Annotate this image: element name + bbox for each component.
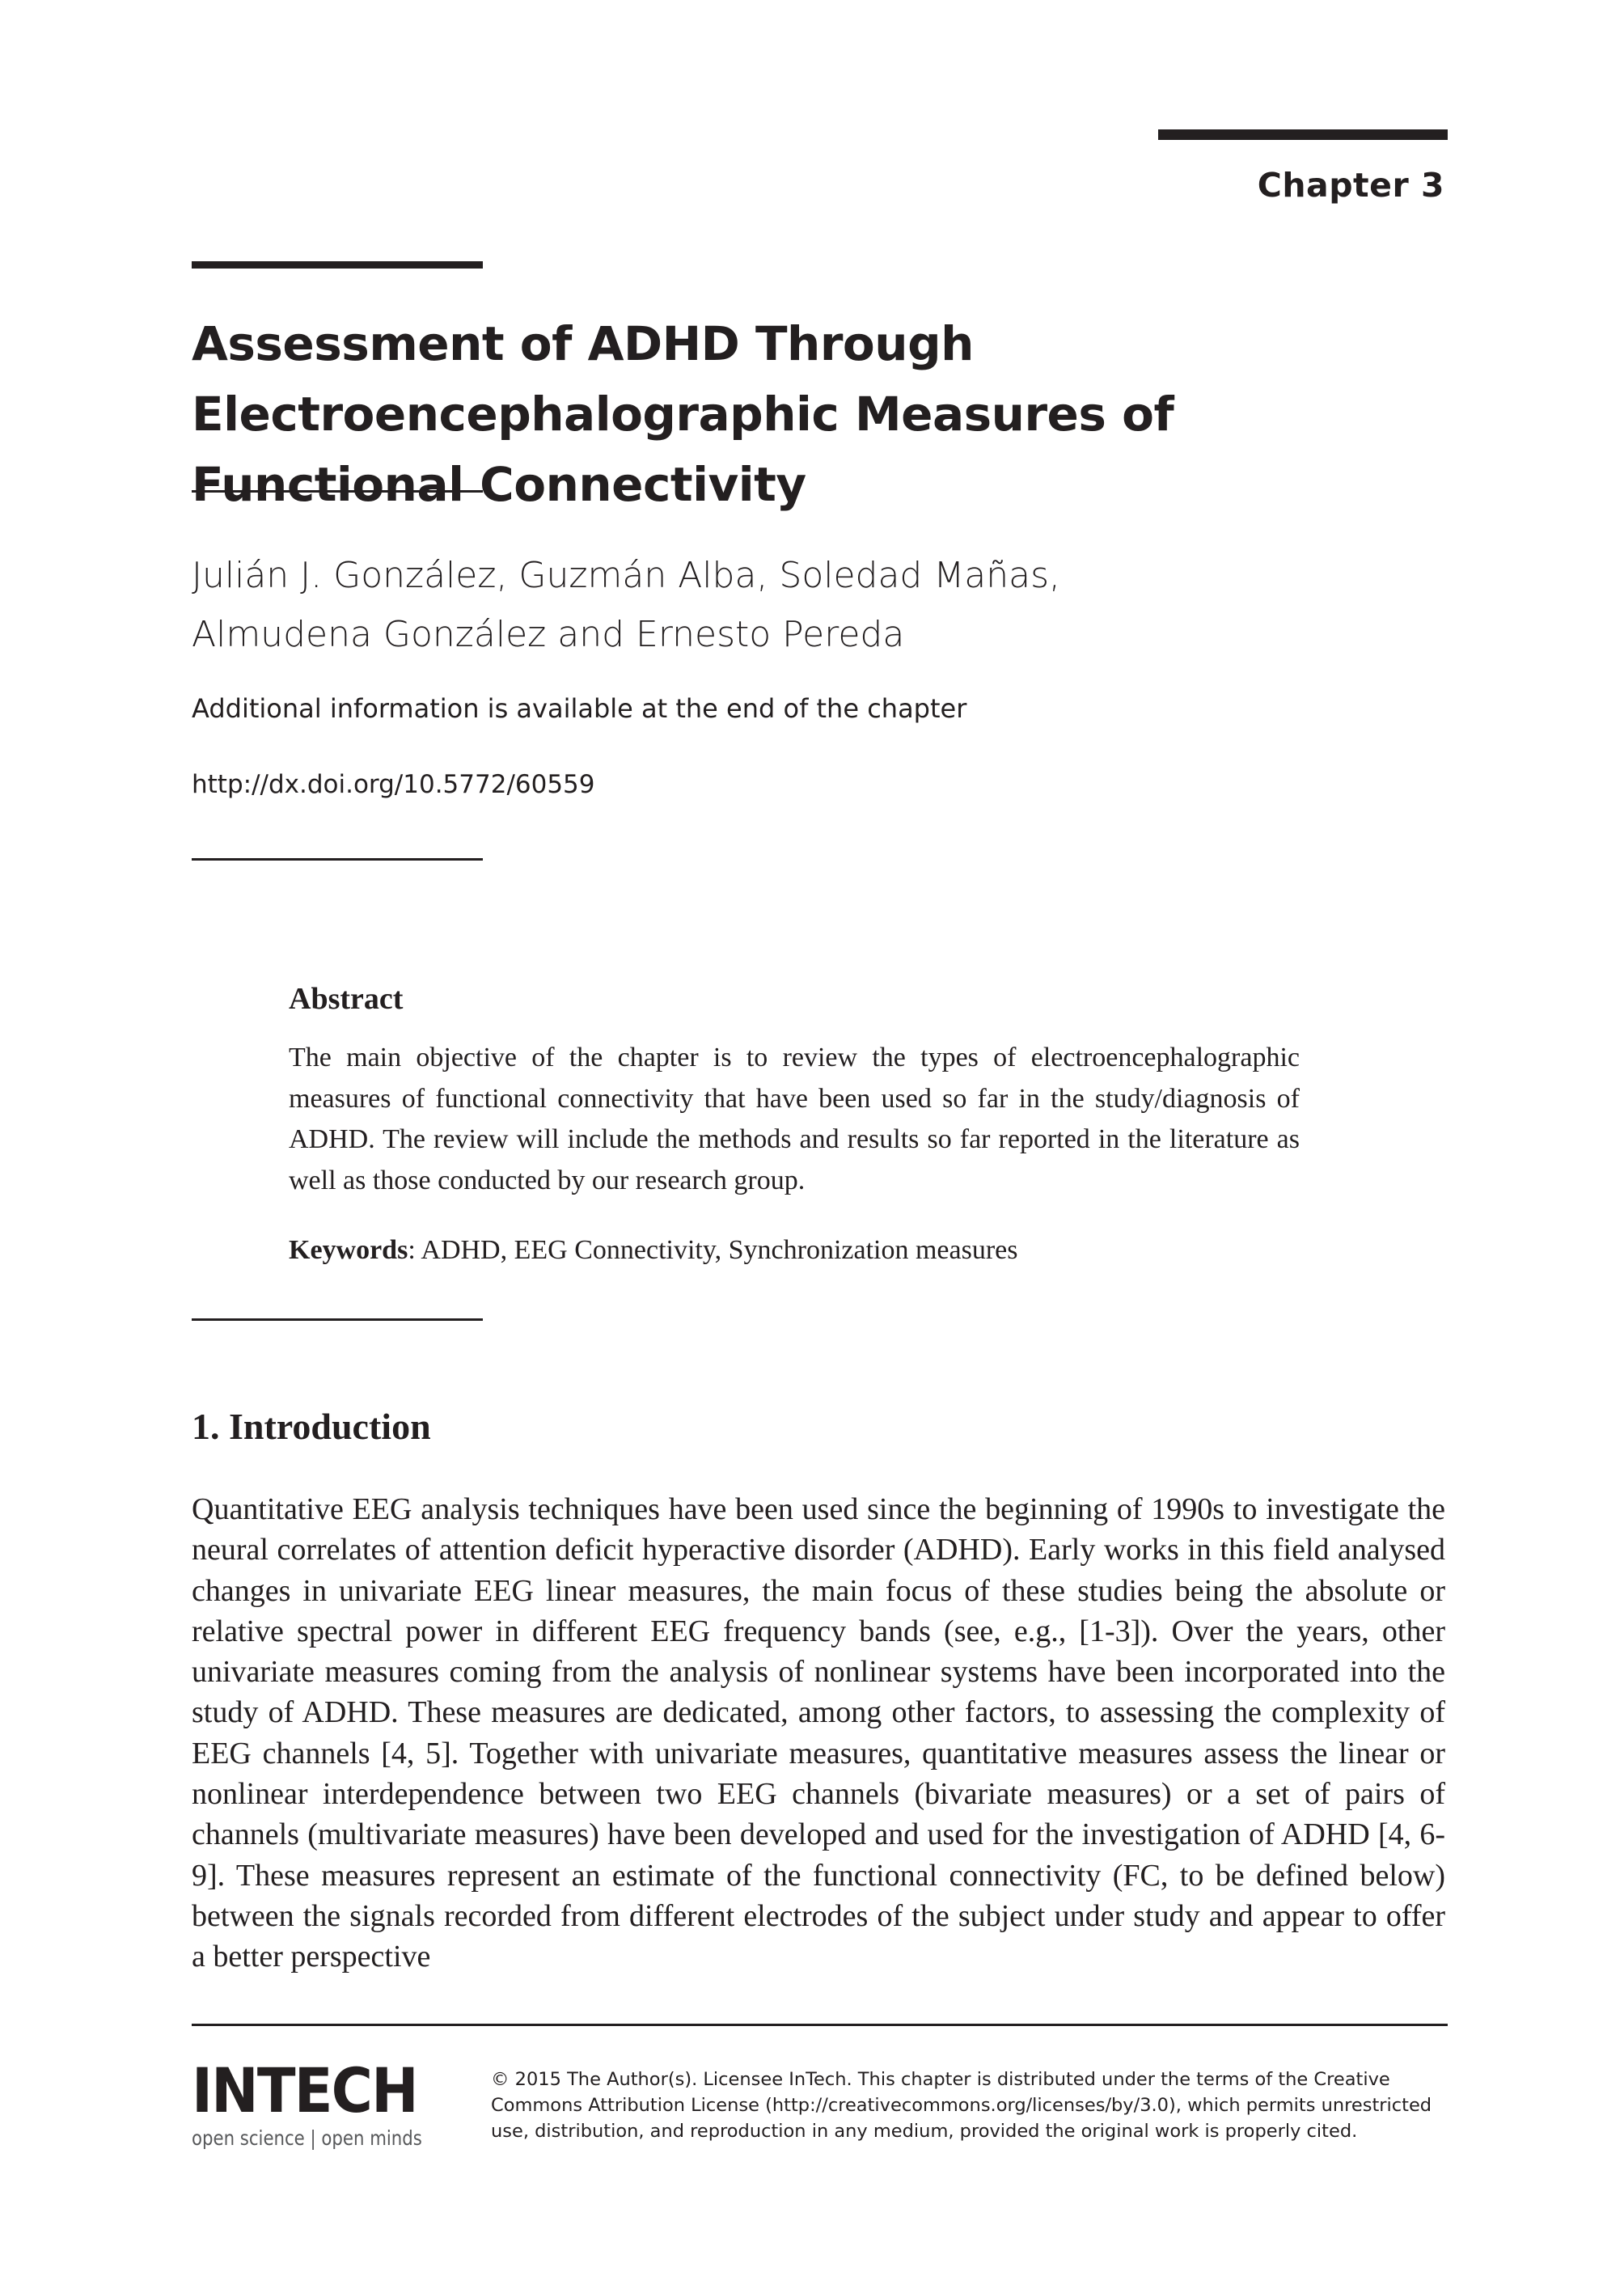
rule-above-title (192, 261, 483, 269)
chapter-label: Chapter 3 (1257, 166, 1444, 205)
abstract-heading: Abstract (289, 982, 404, 1016)
authors-line-1: Julián J. González, Guzmán Alba, Soledad Mañas, (192, 555, 1061, 596)
page-title: Assessment of ADHD Through Electroencephalographic Measures of Functional Connectivity (192, 316, 1174, 512)
keywords-list: : ADHD, EEG Connectivity, Synchronization measures (408, 1235, 1018, 1265)
rule-below-doi (192, 858, 483, 861)
abstract-text: The main objective of the chapter is to review the types of electroencephalographic measures of functional connectivity that have been used so far in the study/diagnosis of ADHD. The review will include the methods and results so far reported in the literature as well as those conducted by our research group. (289, 1043, 1300, 1195)
footer-rule (192, 2024, 1448, 2026)
keywords (289, 1235, 1018, 1266)
introduction-text: Quantitative EEG analysis techniques have been used since the beginning of 1990s to investigate the neural correlates of attention deficit hyperactive disorder (ADHD). Early works in this field analysed changes in univariate EEG linear measures, the main focus of these studies being the absolute or relative spectral power in different EEG frequency bands (see, e.g., [1-3]). Over the years, other univariate measures coming from the analysis of nonlinear systems have been incorporated into the study of ADHD. These measures are dedicated, among other factors, to assessing the complexity of EEG channels [4, 5]. Together with univariate measures, quantitative measures assess the linear or nonlinear interdependence between two EEG channels (bivariate measures) or a set of pairs of channels (multivariate measures) have been developed and used for the investigation of ADHD [4, 6-9]. These measures represent an estimate of the functional connectivity (FC, to be defined below) between the signals recorded from different electrodes of the subject under study and appear to offer a better perspective (192, 1492, 1445, 1974)
intech-wordmark: INTECH (192, 2054, 417, 2126)
top-rule-right (1158, 129, 1448, 140)
additional-info: Additional information is available at the end of the chapter (192, 693, 967, 724)
license-notice: © 2015 The Author(s). Licensee InTech. This chapter is distributed under the terms of the Creative Commons Attribution License (http://creativecommons.org/licenses/by/3.0), which permits unrestricted use, distribution, and reproduction in any medium, provided the original work is properly cited. (491, 2069, 1432, 2142)
authors (192, 546, 1060, 664)
authors-line-2: Almudena González and Ernesto Pereda (192, 614, 905, 655)
intech-logo (192, 2054, 463, 2150)
doi-link[interactable]: http://dx.doi.org/10.5772/60559 (192, 770, 595, 799)
intech-tagline: open science | open minds (192, 2126, 422, 2150)
rule-below-abstract (192, 1318, 483, 1321)
section-heading-introduction: 1. Introduction (192, 1406, 431, 1447)
keywords-label: Keywords (289, 1235, 408, 1265)
